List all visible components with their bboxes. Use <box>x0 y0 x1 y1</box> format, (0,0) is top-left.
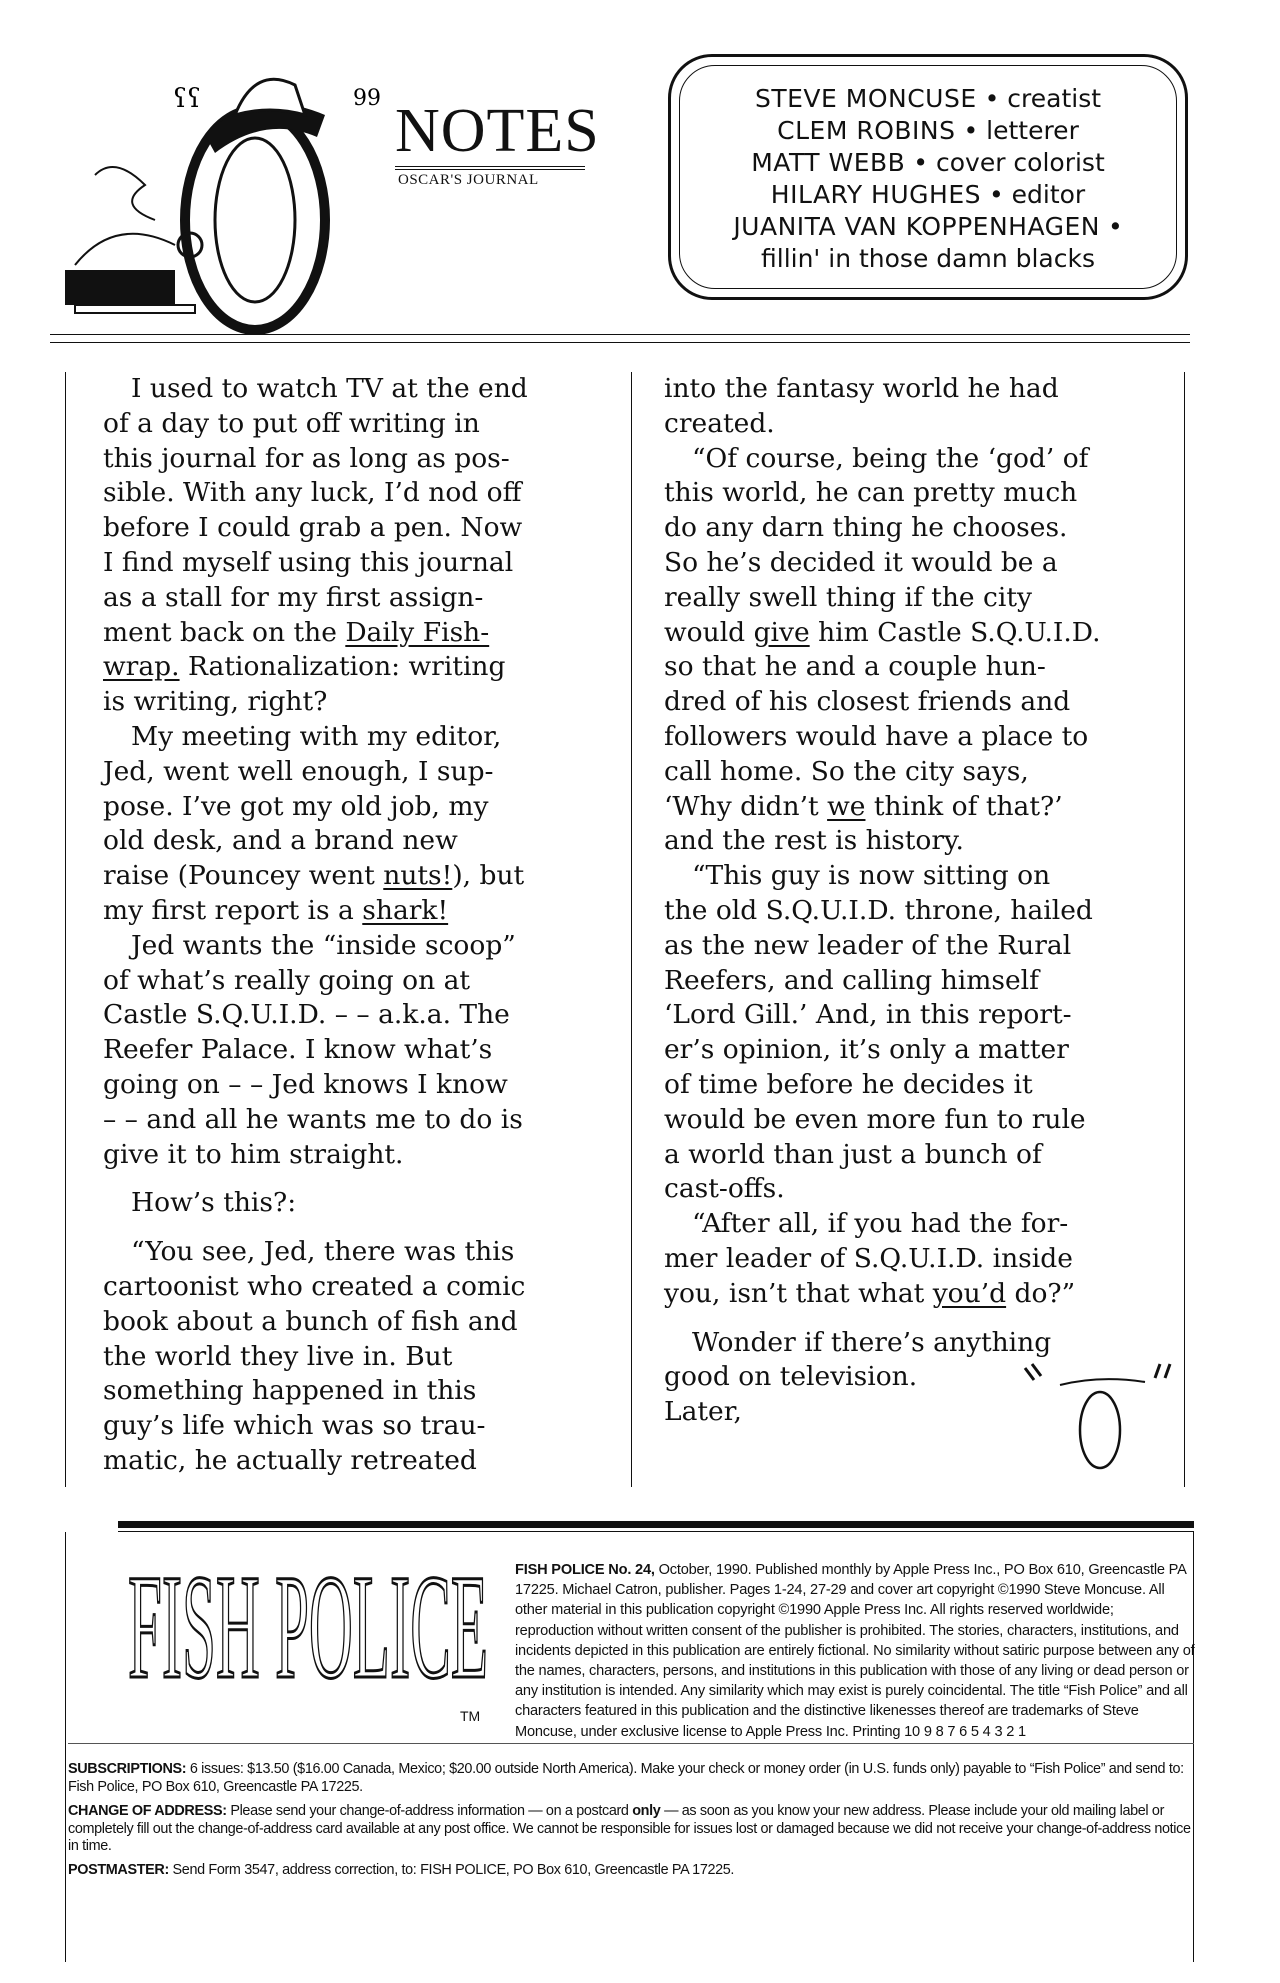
text-segment: – – and all he wants me to do is <box>103 1103 523 1135</box>
credit-role: letterer <box>986 116 1079 145</box>
underlined-text: Daily Fish- <box>345 616 490 648</box>
text-segment: created. <box>664 407 775 439</box>
text-segment: him Castle S.Q.U.I.D. <box>809 616 1101 648</box>
credit-name: JUANITA VAN KOPPENHAGEN <box>733 212 1100 241</box>
text-segment: of what’s really going on at <box>103 964 471 996</box>
text-segment: Jed wants the “inside scoop” <box>131 929 516 961</box>
text-segment: Wonder if there’s anything <box>692 1326 1052 1358</box>
text-segment: of a day to put off writing in <box>103 407 480 439</box>
text-segment: mer leader of S.Q.U.I.D. inside <box>664 1242 1073 1274</box>
text-segment: into the fantasy world he had <box>664 373 1059 404</box>
journal-line <box>664 1138 1101 1173</box>
text-segment: so that he and a couple hun- <box>664 651 1046 683</box>
text-segment: the world they live in. But <box>103 1340 453 1372</box>
journal-line <box>103 824 528 859</box>
journal-line <box>664 1242 1101 1277</box>
fish-police-logo-text: FISH POLICE <box>128 1545 488 1705</box>
underlined-text: we <box>827 790 866 822</box>
journal-line <box>103 407 528 442</box>
text-segment: er’s opinion, it’s only a matter <box>664 1034 1069 1066</box>
text-segment: raise (Pouncey went <box>103 860 384 892</box>
journal-line <box>664 1033 1101 1068</box>
text-segment: do any darn thing he chooses. <box>664 512 1068 544</box>
journal-line <box>664 998 1101 1033</box>
text-segment: “After all, if you had the for- <box>692 1208 1069 1240</box>
journal-line <box>664 546 1101 581</box>
text-segment: a world than just a bunch of <box>664 1138 1042 1170</box>
journal-line <box>103 1340 528 1375</box>
journal-line <box>664 616 1101 651</box>
journal-line <box>103 1138 528 1173</box>
journal-line <box>103 755 528 790</box>
oscar-signature-icon <box>1020 1350 1180 1480</box>
underlined-text: wrap. <box>103 651 180 683</box>
text-segment: really swell thing if the city <box>664 581 1032 613</box>
credit-name: STEVE MONCUSE <box>754 84 977 113</box>
journal-line <box>664 1207 1101 1242</box>
publication-title: FISH POLICE No. 24, <box>515 1562 655 1578</box>
text-segment: my first report is a <box>103 894 363 926</box>
text-segment: dred of his closest friends and <box>664 686 1071 718</box>
journal-line <box>103 1270 528 1305</box>
text-segment: matic, he actually retreated <box>103 1444 477 1476</box>
text-segment: Reefer Palace. I know what’s <box>103 1034 493 1066</box>
journal-paragraph <box>103 372 528 720</box>
journal-line <box>664 685 1101 720</box>
text-segment: think of that?’ <box>865 790 1063 822</box>
credit-line <box>671 83 1185 115</box>
credit-line <box>671 179 1185 211</box>
journal-line <box>103 1033 528 1068</box>
bullet-icon: • <box>963 116 979 145</box>
text-segment: going on – – Jed knows I know <box>103 1068 508 1100</box>
underlined-text: nuts! <box>383 860 453 892</box>
subscriptions-text: 6 issues: $13.50 ($16.00 Canada, Mexico; $20.00 outside North America). Make your check or money order (in U.S. funds only) payable to “Fish Police” and send to: Fish Police, PO Box 610, Greencastle PA 17225. <box>68 1761 1184 1795</box>
journal-line <box>103 1186 528 1221</box>
text-segment: sible. With any luck, I’d nod off <box>103 477 522 509</box>
credit-name: CLEM ROBINS <box>777 116 956 145</box>
text-segment: good on television. <box>664 1361 918 1393</box>
text-segment: book about a bunch of fish and <box>103 1305 518 1337</box>
journal-paragraph <box>103 720 528 929</box>
journal-line <box>103 476 528 511</box>
journal-line <box>103 616 528 651</box>
journal-line <box>103 1409 528 1444</box>
journal-line <box>664 581 1101 616</box>
text-segment: the old S.Q.U.I.D. throne, hailed <box>664 894 1093 926</box>
credit-line <box>671 211 1185 243</box>
fish-police-logo <box>118 1545 498 1705</box>
header-divider <box>50 334 1190 335</box>
journal-line <box>664 824 1101 859</box>
journal-line <box>103 1305 528 1340</box>
journal-line <box>103 1374 528 1409</box>
text-segment: would <box>664 616 754 648</box>
journal-line <box>103 964 528 999</box>
credits-box <box>668 54 1188 300</box>
text-segment: this world, he can pretty much <box>664 477 1078 509</box>
journal-line <box>103 894 528 929</box>
text-segment: something happened in this <box>103 1375 477 1407</box>
credit-role: editor <box>1011 180 1086 209</box>
journal-line <box>103 511 528 546</box>
svg-text:99: 99 <box>353 86 381 111</box>
text-segment: guy’s life which was so trau- <box>103 1410 486 1442</box>
footer-thin-rule <box>118 1531 1194 1532</box>
journal-line <box>664 372 1101 407</box>
text-segment: and the rest is history. <box>664 825 964 857</box>
text-segment: My meeting with my editor, <box>131 720 502 752</box>
text-segment: Later, <box>664 1396 742 1428</box>
bullet-icon: • <box>988 180 1004 209</box>
credit-name: HILARY HUGHES <box>770 180 981 209</box>
text-segment: cartoonist who created a comic <box>103 1270 526 1302</box>
trademark-mark: TM <box>460 1708 481 1724</box>
journal-line <box>103 546 528 581</box>
underlined-text: give <box>753 616 810 648</box>
text-segment: Reefers, and calling himself <box>664 964 1039 996</box>
text-segment: call home. So the city says, <box>664 755 1029 787</box>
text-segment: would be even more fun to rule <box>664 1103 1086 1135</box>
underlined-text: shark! <box>362 894 449 926</box>
text-segment: So he’s decided it would be a <box>664 546 1058 578</box>
text-segment: Jed, went well enough, I sup- <box>103 755 494 787</box>
journal-line <box>664 1103 1101 1138</box>
text-segment: old desk, and a brand new <box>103 825 458 857</box>
change-of-address-notice <box>68 1803 1198 1856</box>
journal-paragraph <box>103 1186 528 1221</box>
oscar-logo-illustration <box>55 45 415 335</box>
page-title: NOTES <box>395 97 600 165</box>
journal-line <box>664 790 1101 825</box>
credit-line <box>671 147 1185 179</box>
journal-paragraph <box>103 1235 528 1479</box>
title-rule <box>395 166 585 170</box>
journal-line <box>103 929 528 964</box>
journal-line <box>103 1235 528 1270</box>
text-segment: give it to him straight. <box>103 1138 404 1170</box>
right-column-rule <box>1184 372 1185 1487</box>
credit-line <box>671 115 1185 147</box>
journal-line <box>664 1172 1101 1207</box>
text-segment: “You see, Jed, there was this <box>131 1236 515 1268</box>
journal-line <box>103 372 528 407</box>
text-segment: I find myself using this journal <box>103 546 514 578</box>
text-segment: as the new leader of the Rural <box>664 929 1072 961</box>
journal-line <box>664 894 1101 929</box>
journal-line <box>664 755 1101 790</box>
journal-line <box>664 442 1101 477</box>
journal-line <box>103 581 528 616</box>
text-segment: Rationalization: writing <box>179 651 506 683</box>
postmaster-text: Send Form 3547, address correction, to: FISH POLICE, PO Box 610, Greencastle PA 17225. <box>168 1862 735 1878</box>
text-segment: cast-offs. <box>664 1173 785 1205</box>
bullet-icon: • <box>1107 212 1123 241</box>
footer-thick-rule <box>118 1521 1194 1528</box>
journal-line <box>103 720 528 755</box>
bullet-icon: • <box>913 148 929 177</box>
journal-line <box>103 1103 528 1138</box>
postmaster-label: POSTMASTER: <box>68 1862 169 1878</box>
publication-text: October, 1990. Published monthly by Apple Press Inc., PO Box 610, Greencastle PA 17225. Michael Catron, publisher. Pages 1-24, 27-29 and cover art copyright ©1990 Steve Moncuse. All other material in this publication copyright ©1990 Apple Press Inc. All rights reserved worldwide; reproduction without written consent of the publisher is prohibited. The stories, characters, institutions, and incidents depicted in this publication are entirely fictional. No similarity without satiric purpose between any of the names, characters, persons, and institutions in this publication with those of any living or dead person or any institution is intended. Any similarity which may exist is purely coincidental. The title “Fish Police” and all characters featured in this publication and the distinctive likenesses thereof are trademarks of Steve Moncuse, under exclusive license to Apple Press Inc. Printing 10 9 8 7 6 5 4 3 2 1 <box>515 1562 1195 1740</box>
text-segment: ‘Why didn’t <box>664 790 828 822</box>
text-segment: ), but <box>452 860 525 892</box>
credit-role: fillin' in those damn blacks <box>761 244 1095 273</box>
journal-line <box>664 1277 1101 1312</box>
text-segment: ment back on the <box>103 616 346 648</box>
center-column-rule <box>631 372 632 1487</box>
page-subtitle: OSCAR'S JOURNAL <box>398 172 539 188</box>
journal-line <box>664 859 1101 894</box>
change-of-address-text-2: — as soon as you know your new address. Please include your old mailing label or completely fill out the change-of-address card available at any post office. We cannot be responsible for issues lost or damaged because we did not receive your change-of-address notice in time. <box>68 1803 1191 1854</box>
journal-line <box>103 790 528 825</box>
underlined-text: you’d <box>932 1277 1007 1309</box>
journal-line <box>664 720 1101 755</box>
journal-line <box>664 476 1101 511</box>
journal-line <box>664 929 1101 964</box>
text-segment: ‘Lord Gill.’ And, in this report- <box>664 999 1072 1031</box>
journal-paragraph <box>664 1207 1101 1311</box>
journal-left-column <box>103 372 528 1479</box>
journal-line <box>103 685 528 720</box>
postmaster-notice <box>68 1862 1198 1880</box>
credits-list <box>671 83 1185 275</box>
publication-notice <box>515 1560 1195 1742</box>
journal-paragraph <box>103 929 528 1173</box>
journal-line <box>103 998 528 1033</box>
left-column-rule <box>65 372 66 1487</box>
change-of-address-emphasis: only <box>632 1803 661 1819</box>
journal-line <box>103 1068 528 1103</box>
footer-divider <box>68 1743 1194 1744</box>
text-segment: Castle S.Q.U.I.D. – – a.k.a. The <box>103 999 510 1031</box>
text-segment: before I could grab a pen. Now <box>103 512 523 544</box>
svg-text:ʕʕ: ʕʕ <box>173 84 201 114</box>
journal-paragraph <box>664 372 1101 442</box>
text-segment: as a stall for my first assign- <box>103 581 484 613</box>
text-segment: pose. I’ve got my old job, my <box>103 790 489 822</box>
credit-role: creatist <box>1007 84 1102 113</box>
text-segment: How’s this?: <box>131 1187 297 1219</box>
text-segment: “This guy is now sitting on <box>692 860 1051 892</box>
journal-line <box>103 1444 528 1479</box>
text-segment: is writing, right? <box>103 686 328 718</box>
journal-line <box>103 650 528 685</box>
subscriptions-label: SUBSCRIPTIONS: <box>68 1761 187 1777</box>
header-divider-2 <box>50 342 1190 343</box>
text-segment: I used to watch TV at the end <box>131 373 528 404</box>
subscriptions-notice <box>68 1761 1198 1796</box>
credit-name: MATT WEBB <box>751 148 906 177</box>
bullet-icon: • <box>984 84 1000 113</box>
text-segment: “Of course, being the ‘god’ of <box>692 442 1089 474</box>
footer-left-rule <box>65 1532 66 1962</box>
journal-line <box>664 407 1101 442</box>
change-of-address-label: CHANGE OF ADDRESS: <box>68 1803 227 1819</box>
journal-line <box>103 859 528 894</box>
change-of-address-text: Please send your change-of-address information — on a postcard <box>226 1803 633 1819</box>
journal-paragraph <box>664 442 1101 860</box>
journal-line <box>664 650 1101 685</box>
journal-line <box>664 1068 1101 1103</box>
text-segment: followers would have a place to <box>664 720 1089 752</box>
credit-line <box>671 243 1185 275</box>
text-segment: you, isn’t that what <box>664 1277 933 1309</box>
journal-right-column <box>664 372 1101 1430</box>
text-segment: this journal for as long as pos- <box>103 442 510 474</box>
journal-line <box>664 511 1101 546</box>
journal-line <box>664 964 1101 999</box>
journal-line <box>103 442 528 477</box>
text-segment: of time before he decides it <box>664 1068 1033 1100</box>
journal-paragraph <box>664 859 1101 1207</box>
text-segment: do?” <box>1006 1277 1076 1309</box>
credit-role: cover colorist <box>935 148 1105 177</box>
